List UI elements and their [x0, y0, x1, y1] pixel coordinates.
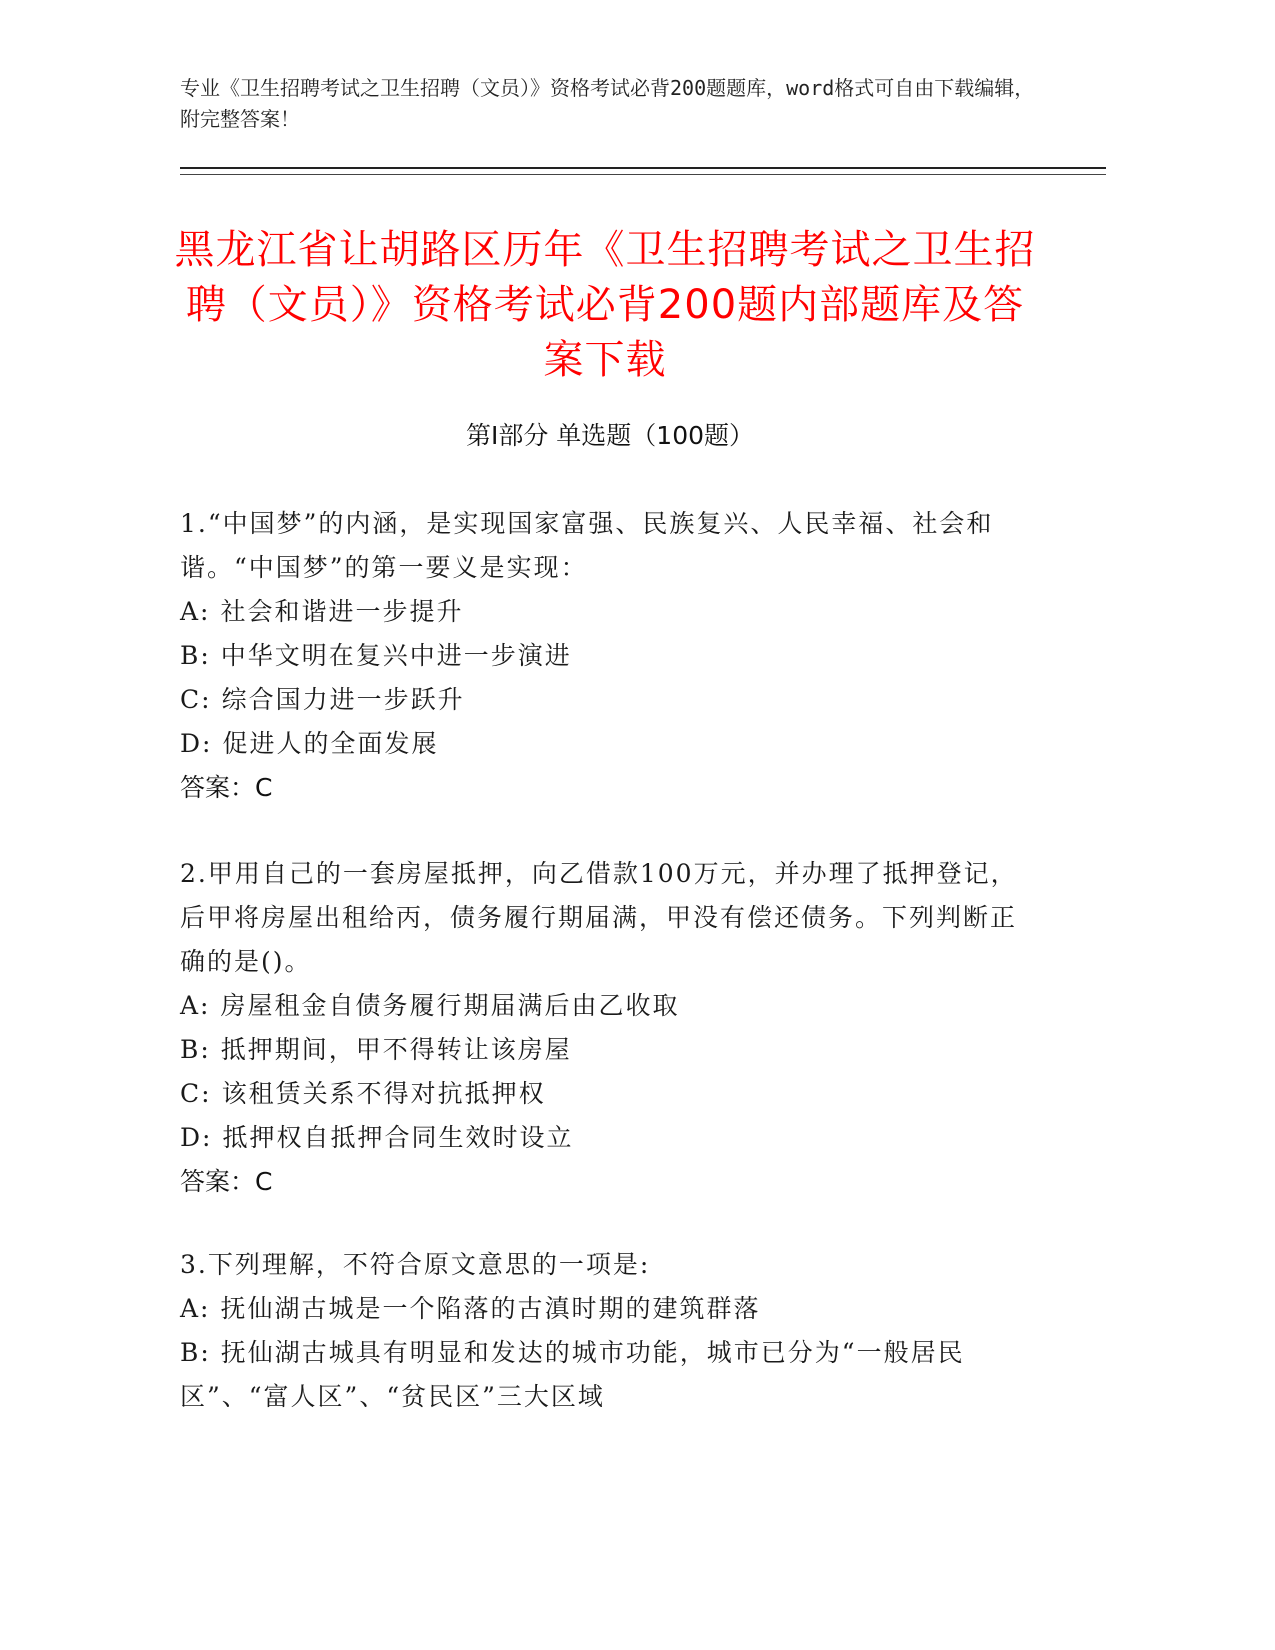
- option-b: [180, 1331, 1042, 1419]
- question-1: [180, 502, 1042, 810]
- option-letter: C:: [180, 685, 212, 714]
- option-a: [180, 1287, 1042, 1331]
- option-letter: A:: [180, 1294, 211, 1323]
- option-text: 房屋租金自债务履行期届满后由乙收取: [220, 991, 680, 1020]
- option-c: [180, 1072, 1042, 1116]
- option-text: 促进人的全面发展: [222, 729, 439, 758]
- option-letter: B:: [180, 1035, 211, 1064]
- option-letter: A:: [180, 597, 211, 626]
- document-title: 黑龙江省让胡路区历年《卫生招聘考试之卫生招聘（文员）》资格考试必背200题内部题库及答案下载: [174, 227, 1036, 383]
- option-letter: A:: [180, 991, 211, 1020]
- option-letter: B:: [180, 1338, 211, 1367]
- option-text: 该租赁关系不得对抗抵押权: [221, 1079, 546, 1108]
- option-letter: D:: [180, 1123, 213, 1152]
- option-a: [180, 984, 1042, 1028]
- header-note: 专业《卫生招聘考试之卫生招聘（文员）》资格考试必背200题题库，word格式可自由下载编辑，附完整答案！: [180, 76, 1035, 131]
- option-letter: C:: [180, 1079, 212, 1108]
- option-text: 抵押期间，甲不得转让该房屋: [220, 1035, 572, 1064]
- option-d: [180, 1116, 1042, 1160]
- question-stem: 3.下列理解，不符合原文意思的一项是:: [180, 1250, 651, 1279]
- answer: 答案：C: [180, 1167, 273, 1196]
- answer: 答案：C: [180, 773, 273, 802]
- header-divider-thin: [180, 174, 1106, 175]
- header-divider-thick: [180, 167, 1106, 169]
- option-text: 综合国力进一步跃升: [221, 685, 465, 714]
- question-stem: 2.甲用自己的一套房屋抵押，向乙借款100万元，并办理了抵押登记，后甲将房屋出租给丙，债务履行期届满，甲没有偿还债务。下列判断正确的是()。: [180, 859, 1018, 976]
- option-text: 抚仙湖古城具有明显和发达的城市功能，城市已分为“一般居民区”、“富人区”、“贫民区”三大区域: [180, 1338, 965, 1411]
- question-3: [180, 1243, 1042, 1419]
- option-letter: D:: [180, 729, 213, 758]
- option-letter: B:: [180, 641, 211, 670]
- option-text: 抵押权自抵押合同生效时设立: [222, 1123, 574, 1152]
- question-2: [180, 852, 1042, 1204]
- option-c: [180, 678, 1042, 722]
- option-text: 社会和谐进一步提升: [220, 597, 464, 626]
- option-d: [180, 722, 1042, 766]
- option-a: [180, 590, 1042, 634]
- option-b: [180, 1028, 1042, 1072]
- option-b: [180, 634, 1042, 678]
- question-stem: 1.“中国梦”的内涵，是实现国家富强、民族复兴、人民幸福、社会和谐。“中国梦”的第一要义是实现：: [180, 509, 994, 582]
- section-heading: 第Ⅰ部分 单选题（100题）: [465, 421, 755, 450]
- option-text: 中华文明在复兴中进一步演进: [220, 641, 572, 670]
- option-text: 抚仙湖古城是一个陷落的古滇时期的建筑群落: [220, 1294, 761, 1323]
